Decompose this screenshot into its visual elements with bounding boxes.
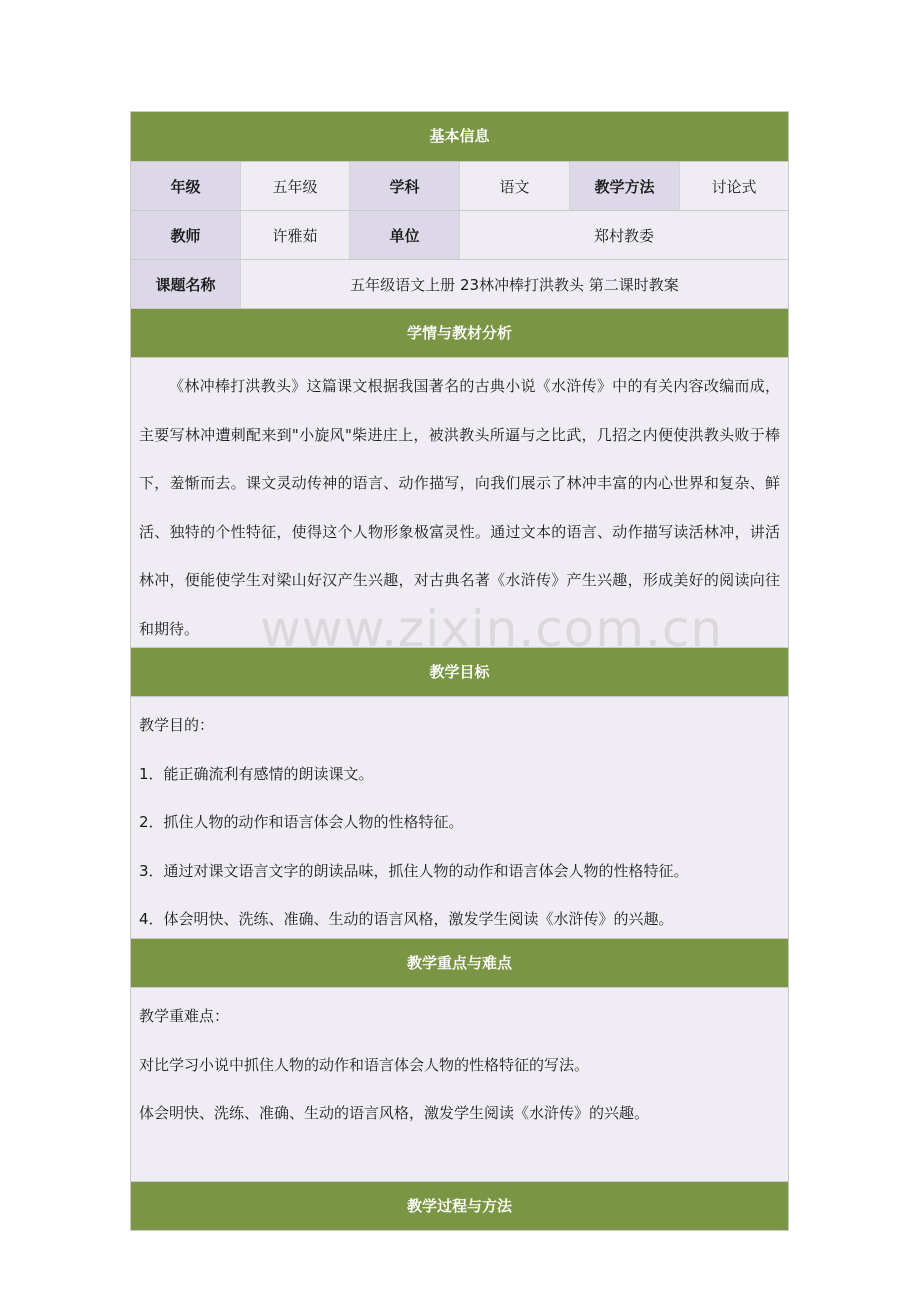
goal-item: 1．能正确流利有感情的朗读课文。 — [139, 764, 374, 783]
topic-label: 课题名称 — [131, 260, 241, 308]
section-header-key-points: 教学重点与难点 — [131, 939, 788, 988]
subject-value: 语文 — [460, 162, 570, 210]
unit-label: 单位 — [350, 211, 460, 259]
info-row-1 — [131, 162, 788, 211]
teacher-label: 教师 — [131, 211, 241, 259]
teacher-value: 许雅茹 — [241, 211, 350, 259]
goals-intro: 教学目的： — [139, 716, 215, 734]
goal-item: 2．抓住人物的动作和语言体会人物的性格特征。 — [139, 813, 464, 831]
grade-label: 年级 — [131, 162, 241, 210]
key-points-block — [131, 988, 788, 1182]
goal-item: 4．体会明快、洗练、准确、生动的语言风格，激发学生阅读《水浒传》的兴趣。 — [139, 910, 674, 928]
section-header-basic-info: 基本信息 — [131, 112, 788, 162]
key-points-intro: 教学重难点： — [139, 1007, 230, 1025]
method-value: 讨论式 — [680, 162, 788, 210]
section-header-analysis: 学情与教材分析 — [131, 309, 788, 358]
lesson-plan-table — [130, 111, 789, 1231]
goals-block — [131, 697, 788, 939]
analysis-paragraph: 《林冲棒打洪教头》这篇课文根据我国著名的古典小说《水浒传》中的有关内容改编而成，主要写林冲遭刺配来到"小旋风"柴进庄上，被洪教头所逼与之比武，几招之内便使洪教头败于棒下，羞惭而去。课文灵动传神的语言、动作描写，向我们展示了林冲丰富的内心世界和复杂、鲜活、独特的个性特征，使得这个人物形象极富灵性。通过文本的语言、动作描写读活林冲，讲活林冲，便能使学生对梁山好汉产生兴趣，对古典名著《水浒传》产生兴趣，形成美好的阅读向往和期待。 — [131, 358, 788, 648]
topic-value: 五年级语文上册 23林冲棒打洪教头 第二课时教案 — [241, 260, 788, 308]
key-point-item: 体会明快、洗练、准确、生动的语言风格，激发学生阅读《水浒传》的兴趣。 — [139, 1104, 650, 1122]
info-row-3 — [131, 260, 788, 309]
section-header-process: 教学过程与方法 — [131, 1182, 788, 1230]
section-header-goals: 教学目标 — [131, 648, 788, 697]
info-row-2 — [131, 211, 788, 260]
method-label: 教学方法 — [570, 162, 680, 210]
key-point-item: 对比学习小说中抓住人物的动作和语言体会人物的性格特征的写法。 — [139, 1055, 590, 1074]
unit-value: 郑村教委 — [460, 211, 788, 259]
subject-label: 学科 — [350, 162, 460, 210]
grade-value: 五年级 — [241, 162, 350, 210]
goal-item: 3．通过对课文语言文字的朗读品味，抓住人物的动作和语言体会人物的性格特征。 — [139, 861, 689, 880]
